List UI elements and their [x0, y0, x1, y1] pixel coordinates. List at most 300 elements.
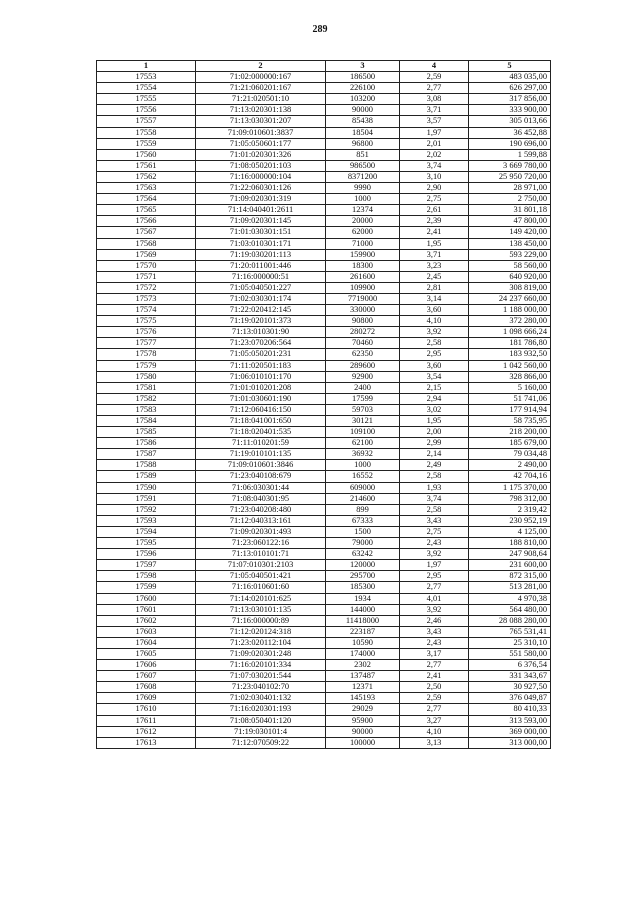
- cadastral-value-table: [96, 60, 551, 749]
- cell-row-number: 17578: [97, 349, 196, 360]
- cell-cadastral-value: 25 310,10: [469, 637, 551, 648]
- cell-cadastral-value: 5 160,00: [469, 382, 551, 393]
- cell-rate: 2,58: [400, 338, 469, 349]
- cell-cadastral-number: 71:02:000000:167: [196, 72, 326, 83]
- table-row: [97, 216, 551, 227]
- cell-row-number: 17583: [97, 404, 196, 415]
- cell-area: 330000: [326, 305, 400, 316]
- cell-row-number: 17560: [97, 149, 196, 160]
- cell-cadastral-value: 331 343,67: [469, 671, 551, 682]
- cell-rate: 2,41: [400, 671, 469, 682]
- cell-cadastral-value: 183 932,50: [469, 349, 551, 360]
- table-row: [97, 404, 551, 415]
- cell-area: 62100: [326, 438, 400, 449]
- cell-area: 90000: [326, 726, 400, 737]
- cell-cadastral-number: 71:21:020501:10: [196, 94, 326, 105]
- cell-row-number: 17557: [97, 116, 196, 127]
- cell-rate: 2,45: [400, 271, 469, 282]
- cell-cadastral-number: 71:19:020101:373: [196, 316, 326, 327]
- table-row: [97, 571, 551, 582]
- cell-cadastral-value: 30 927,50: [469, 682, 551, 693]
- cell-row-number: 17554: [97, 83, 196, 94]
- cell-cadastral-value: 564 480,00: [469, 604, 551, 615]
- cell-rate: 2,02: [400, 149, 469, 160]
- cell-rate: 3,92: [400, 604, 469, 615]
- cell-cadastral-number: 71:16:020101:334: [196, 660, 326, 671]
- cell-row-number: 17595: [97, 538, 196, 549]
- cell-rate: 2,50: [400, 682, 469, 693]
- cell-cadastral-value: 2 750,00: [469, 194, 551, 205]
- cell-cadastral-number: 71:14:040401:2611: [196, 205, 326, 216]
- cell-rate: 2,81: [400, 282, 469, 293]
- cell-rate: 2,99: [400, 438, 469, 449]
- cell-cadastral-number: 71:23:040208:480: [196, 504, 326, 515]
- cell-area: 137487: [326, 671, 400, 682]
- cell-rate: 2,41: [400, 227, 469, 238]
- cell-cadastral-value: 4 125,00: [469, 526, 551, 537]
- cell-row-number: 17577: [97, 338, 196, 349]
- cell-area: 79000: [326, 538, 400, 549]
- cell-row-number: 17601: [97, 604, 196, 615]
- cell-rate: 2,14: [400, 449, 469, 460]
- cell-rate: 2,95: [400, 571, 469, 582]
- cell-rate: 3,08: [400, 94, 469, 105]
- cell-area: 145193: [326, 693, 400, 704]
- cell-area: 223187: [326, 626, 400, 637]
- cell-cadastral-number: 71:12:060416:150: [196, 404, 326, 415]
- cell-row-number: 17610: [97, 704, 196, 715]
- cell-row-number: 17598: [97, 571, 196, 582]
- table-row: [97, 293, 551, 304]
- cell-area: 295700: [326, 571, 400, 582]
- cell-cadastral-value: 181 786,80: [469, 338, 551, 349]
- cell-row-number: 17576: [97, 327, 196, 338]
- cell-rate: 4,10: [400, 726, 469, 737]
- cell-cadastral-value: 372 280,00: [469, 316, 551, 327]
- cell-cadastral-number: 71:16:000000:51: [196, 271, 326, 282]
- cell-cadastral-number: 71:08:050401:120: [196, 715, 326, 726]
- cell-row-number: 17587: [97, 449, 196, 460]
- cell-cadastral-value: 4 970,38: [469, 593, 551, 604]
- cell-cadastral-number: 71:09:020301:145: [196, 216, 326, 227]
- cell-rate: 2,90: [400, 183, 469, 194]
- cell-row-number: 17607: [97, 671, 196, 682]
- cell-cadastral-number: 71:18:041001:650: [196, 416, 326, 427]
- cell-area: 2302: [326, 660, 400, 671]
- cell-rate: 4,10: [400, 316, 469, 327]
- table-row: [97, 693, 551, 704]
- cell-area: 1934: [326, 593, 400, 604]
- cell-area: 1000: [326, 460, 400, 471]
- cell-cadastral-number: 71:14:020101:625: [196, 593, 326, 604]
- cell-area: 16552: [326, 471, 400, 482]
- cell-cadastral-number: 71:19:010101:135: [196, 449, 326, 460]
- cell-cadastral-value: 28 088 280,00: [469, 615, 551, 626]
- cell-cadastral-number: 71:11:010201:59: [196, 438, 326, 449]
- cell-rate: 3,17: [400, 648, 469, 659]
- cell-row-number: 17594: [97, 526, 196, 537]
- cell-cadastral-value: 1 042 560,00: [469, 360, 551, 371]
- cell-rate: 3,14: [400, 293, 469, 304]
- cell-area: 214600: [326, 493, 400, 504]
- cell-cadastral-number: 71:19:030101:4: [196, 726, 326, 737]
- cell-row-number: 17602: [97, 615, 196, 626]
- table-row: [97, 282, 551, 293]
- cell-area: 103200: [326, 94, 400, 105]
- cell-row-number: 17593: [97, 515, 196, 526]
- cell-rate: 2,77: [400, 83, 469, 94]
- cell-rate: 2,49: [400, 460, 469, 471]
- cell-cadastral-value: 640 920,00: [469, 271, 551, 282]
- cell-cadastral-value: 36 452,88: [469, 127, 551, 138]
- cell-rate: 2,75: [400, 194, 469, 205]
- cell-rate: 2,95: [400, 349, 469, 360]
- cell-cadastral-number: 71:13:010101:71: [196, 549, 326, 560]
- cell-row-number: 17604: [97, 637, 196, 648]
- cell-cadastral-value: 308 819,00: [469, 282, 551, 293]
- cell-rate: 3,43: [400, 515, 469, 526]
- cell-cadastral-number: 71:12:040313:161: [196, 515, 326, 526]
- cell-area: 20000: [326, 216, 400, 227]
- cell-rate: 1,93: [400, 482, 469, 493]
- cell-row-number: 17579: [97, 360, 196, 371]
- cell-area: 2400: [326, 382, 400, 393]
- cell-cadastral-value: 317 856,00: [469, 94, 551, 105]
- cell-row-number: 17586: [97, 438, 196, 449]
- cell-row-number: 17581: [97, 382, 196, 393]
- column-header-2: 2: [196, 61, 326, 72]
- cell-area: 11418000: [326, 615, 400, 626]
- table-row: [97, 671, 551, 682]
- table-row: [97, 94, 551, 105]
- cell-area: 17599: [326, 393, 400, 404]
- cell-cadastral-number: 71:16:010601:60: [196, 582, 326, 593]
- table-row: [97, 515, 551, 526]
- table-row: [97, 305, 551, 316]
- cell-area: 109900: [326, 282, 400, 293]
- page-number: 289: [312, 24, 328, 35]
- table-row: [97, 549, 551, 560]
- cell-cadastral-value: 1 188 000,00: [469, 305, 551, 316]
- table-row: [97, 260, 551, 271]
- cell-row-number: 17556: [97, 105, 196, 116]
- cell-cadastral-value: 551 580,00: [469, 648, 551, 659]
- cell-area: 226100: [326, 83, 400, 94]
- column-header-5: 5: [469, 61, 551, 72]
- cell-row-number: 17572: [97, 282, 196, 293]
- cell-area: 30121: [326, 416, 400, 427]
- cell-row-number: 17605: [97, 648, 196, 659]
- cell-row-number: 17597: [97, 560, 196, 571]
- cell-cadastral-number: 71:05:050201:231: [196, 349, 326, 360]
- cell-row-number: 17562: [97, 171, 196, 182]
- cell-rate: 3,92: [400, 327, 469, 338]
- cell-row-number: 17573: [97, 293, 196, 304]
- cell-area: 851: [326, 149, 400, 160]
- cell-cadastral-number: 71:18:020401:535: [196, 427, 326, 438]
- cell-area: 59703: [326, 404, 400, 415]
- cell-row-number: 17582: [97, 393, 196, 404]
- cell-cadastral-number: 71:09:010601:3846: [196, 460, 326, 471]
- table-row: [97, 327, 551, 338]
- cell-rate: 2,75: [400, 526, 469, 537]
- cell-cadastral-value: 798 312,00: [469, 493, 551, 504]
- table-row: [97, 460, 551, 471]
- cell-area: 18504: [326, 127, 400, 138]
- cell-area: 70460: [326, 338, 400, 349]
- table-row: [97, 116, 551, 127]
- cell-cadastral-number: 71:09:010601:3837: [196, 127, 326, 138]
- cell-cadastral-number: 71:23:040102:70: [196, 682, 326, 693]
- table-row: [97, 471, 551, 482]
- cell-cadastral-number: 71:13:020301:138: [196, 105, 326, 116]
- cell-cadastral-number: 71:16:000000:89: [196, 615, 326, 626]
- cell-area: 12374: [326, 205, 400, 216]
- table-row: [97, 338, 551, 349]
- cell-row-number: 17559: [97, 138, 196, 149]
- table-row: [97, 682, 551, 693]
- cell-rate: 1,97: [400, 127, 469, 138]
- cell-cadastral-value: 31 801,18: [469, 205, 551, 216]
- cell-rate: 2,77: [400, 582, 469, 593]
- cell-cadastral-number: 71:16:000000:104: [196, 171, 326, 182]
- cell-cadastral-number: 71:06:010101:170: [196, 371, 326, 382]
- cell-cadastral-value: 333 900,00: [469, 105, 551, 116]
- table-row: [97, 715, 551, 726]
- table-row: [97, 183, 551, 194]
- table-row: [97, 626, 551, 637]
- cell-cadastral-number: 71:05:040501:421: [196, 571, 326, 582]
- cell-row-number: 17606: [97, 660, 196, 671]
- cell-row-number: 17589: [97, 471, 196, 482]
- cell-row-number: 17561: [97, 160, 196, 171]
- cell-area: 289600: [326, 360, 400, 371]
- cell-row-number: 17584: [97, 416, 196, 427]
- cell-cadastral-value: 1 098 666,24: [469, 327, 551, 338]
- cell-rate: 2,00: [400, 427, 469, 438]
- cell-cadastral-value: 2 490,00: [469, 460, 551, 471]
- column-header-3: 3: [326, 61, 400, 72]
- cell-cadastral-number: 71:23:060122:16: [196, 538, 326, 549]
- cell-cadastral-value: 47 800,00: [469, 216, 551, 227]
- cell-rate: 2,46: [400, 615, 469, 626]
- cell-area: 85438: [326, 116, 400, 127]
- cell-row-number: 17592: [97, 504, 196, 515]
- cell-cadastral-number: 71:23:070206:564: [196, 338, 326, 349]
- cell-row-number: 17585: [97, 427, 196, 438]
- cell-rate: 3,60: [400, 360, 469, 371]
- cell-row-number: 17596: [97, 549, 196, 560]
- table-row: [97, 171, 551, 182]
- table-row: [97, 205, 551, 216]
- table-row: [97, 704, 551, 715]
- table-row: [97, 249, 551, 260]
- cell-row-number: 17555: [97, 94, 196, 105]
- cell-rate: 3,57: [400, 116, 469, 127]
- cell-cadastral-number: 71:13:030101:135: [196, 604, 326, 615]
- table-row: [97, 194, 551, 205]
- cell-cadastral-number: 71:20:011001:446: [196, 260, 326, 271]
- cell-cadastral-value: 42 704,16: [469, 471, 551, 482]
- table-row: [97, 427, 551, 438]
- cell-cadastral-value: 231 600,00: [469, 560, 551, 571]
- cell-row-number: 17613: [97, 737, 196, 748]
- cell-rate: 2,77: [400, 660, 469, 671]
- table-row: [97, 271, 551, 282]
- cell-cadastral-number: 71:05:050601:177: [196, 138, 326, 149]
- cell-rate: 3,74: [400, 160, 469, 171]
- cell-row-number: 17609: [97, 693, 196, 704]
- cell-rate: 3,74: [400, 493, 469, 504]
- cell-rate: 2,61: [400, 205, 469, 216]
- cell-area: 96800: [326, 138, 400, 149]
- cell-row-number: 17588: [97, 460, 196, 471]
- cell-rate: 3,23: [400, 260, 469, 271]
- table-row: [97, 593, 551, 604]
- cell-cadastral-value: 313 000,00: [469, 737, 551, 748]
- cell-area: 62350: [326, 349, 400, 360]
- table-row: [97, 637, 551, 648]
- cell-row-number: 17612: [97, 726, 196, 737]
- cell-row-number: 17571: [97, 271, 196, 282]
- cell-rate: 2,01: [400, 138, 469, 149]
- cell-cadastral-value: 80 410,33: [469, 704, 551, 715]
- table-body: [97, 72, 551, 749]
- table-row: [97, 382, 551, 393]
- cell-cadastral-number: 71:23:020112:104: [196, 637, 326, 648]
- cell-cadastral-number: 71:12:020124:318: [196, 626, 326, 637]
- table-row: [97, 504, 551, 515]
- cell-cadastral-value: 1 599,88: [469, 149, 551, 160]
- cell-rate: 2,58: [400, 504, 469, 515]
- cell-cadastral-number: 71:08:050201:103: [196, 160, 326, 171]
- cell-area: 9990: [326, 183, 400, 194]
- cell-area: 159900: [326, 249, 400, 260]
- cell-rate: 2,77: [400, 704, 469, 715]
- cell-cadastral-number: 71:01:020301:326: [196, 149, 326, 160]
- table-row: [97, 449, 551, 460]
- cell-rate: 2,15: [400, 382, 469, 393]
- cell-rate: 3,54: [400, 371, 469, 382]
- table-row: [97, 648, 551, 659]
- cell-rate: 4,01: [400, 593, 469, 604]
- cell-row-number: 17558: [97, 127, 196, 138]
- cell-cadastral-value: 328 866,00: [469, 371, 551, 382]
- table-row: [97, 604, 551, 615]
- table-row: [97, 105, 551, 116]
- cell-cadastral-number: 71:12:070509:22: [196, 737, 326, 748]
- table-row: [97, 160, 551, 171]
- cell-row-number: 17569: [97, 249, 196, 260]
- table-row: [97, 238, 551, 249]
- cell-cadastral-value: 2 319,42: [469, 504, 551, 515]
- cell-row-number: 17568: [97, 238, 196, 249]
- cell-area: 186500: [326, 72, 400, 83]
- table-row: [97, 83, 551, 94]
- cell-row-number: 17563: [97, 183, 196, 194]
- table-row: [97, 737, 551, 748]
- table-row: [97, 660, 551, 671]
- table-row: [97, 138, 551, 149]
- table-row: [97, 582, 551, 593]
- cell-area: 100000: [326, 737, 400, 748]
- cell-cadastral-value: 149 420,00: [469, 227, 551, 238]
- cell-row-number: 17565: [97, 205, 196, 216]
- cell-rate: 3,43: [400, 626, 469, 637]
- cell-area: 8371200: [326, 171, 400, 182]
- table-row: [97, 72, 551, 83]
- cell-cadastral-number: 71:22:020412:145: [196, 305, 326, 316]
- table-row: [97, 615, 551, 626]
- cell-row-number: 17570: [97, 260, 196, 271]
- cell-area: 1000: [326, 194, 400, 205]
- cell-rate: 2,39: [400, 216, 469, 227]
- table-row: [97, 227, 551, 238]
- cell-area: 95900: [326, 715, 400, 726]
- cell-row-number: 17603: [97, 626, 196, 637]
- table-row: [97, 416, 551, 427]
- cell-rate: 3,60: [400, 305, 469, 316]
- cell-cadastral-value: 1 175 370,00: [469, 482, 551, 493]
- table-row: [97, 393, 551, 404]
- cell-row-number: 17575: [97, 316, 196, 327]
- cell-area: 63242: [326, 549, 400, 560]
- cell-cadastral-number: 71:19:030201:113: [196, 249, 326, 260]
- cell-rate: 2,94: [400, 393, 469, 404]
- cell-cadastral-value: 230 952,19: [469, 515, 551, 526]
- cell-rate: 1,97: [400, 560, 469, 571]
- cell-cadastral-value: 513 281,00: [469, 582, 551, 593]
- cell-cadastral-number: 71:06:030301:44: [196, 482, 326, 493]
- table-row: [97, 526, 551, 537]
- cell-rate: 3,71: [400, 249, 469, 260]
- table-header-row: [97, 61, 551, 72]
- cell-cadastral-number: 71:01:010201:208: [196, 382, 326, 393]
- cell-cadastral-value: 626 297,00: [469, 83, 551, 94]
- cell-cadastral-number: 71:09:020301:319: [196, 194, 326, 205]
- column-header-1: 1: [97, 61, 196, 72]
- cell-rate: 3,71: [400, 105, 469, 116]
- table-row: [97, 493, 551, 504]
- cell-cadastral-value: 51 741,06: [469, 393, 551, 404]
- cell-rate: 2,43: [400, 637, 469, 648]
- cell-cadastral-value: 6 376,54: [469, 660, 551, 671]
- cell-cadastral-number: 71:23:040108:679: [196, 471, 326, 482]
- cell-cadastral-number: 71:22:060301:126: [196, 183, 326, 194]
- cell-cadastral-value: 483 035,00: [469, 72, 551, 83]
- cell-area: 261600: [326, 271, 400, 282]
- table-row: [97, 371, 551, 382]
- cell-cadastral-value: 58 560,00: [469, 260, 551, 271]
- cell-cadastral-value: 79 034,48: [469, 449, 551, 460]
- cell-area: 109100: [326, 427, 400, 438]
- table-row: [97, 349, 551, 360]
- cell-area: 67333: [326, 515, 400, 526]
- table-row: [97, 127, 551, 138]
- cell-rate: 2,43: [400, 538, 469, 549]
- cell-cadastral-number: 71:02:030301:174: [196, 293, 326, 304]
- cell-row-number: 17590: [97, 482, 196, 493]
- cell-cadastral-value: 25 950 720,00: [469, 171, 551, 182]
- cell-cadastral-value: 188 810,00: [469, 538, 551, 549]
- cell-cadastral-value: 190 696,00: [469, 138, 551, 149]
- cell-row-number: 17567: [97, 227, 196, 238]
- cell-area: 90800: [326, 316, 400, 327]
- cell-row-number: 17600: [97, 593, 196, 604]
- cell-row-number: 17591: [97, 493, 196, 504]
- cell-cadastral-value: 58 735,95: [469, 416, 551, 427]
- table-row: [97, 560, 551, 571]
